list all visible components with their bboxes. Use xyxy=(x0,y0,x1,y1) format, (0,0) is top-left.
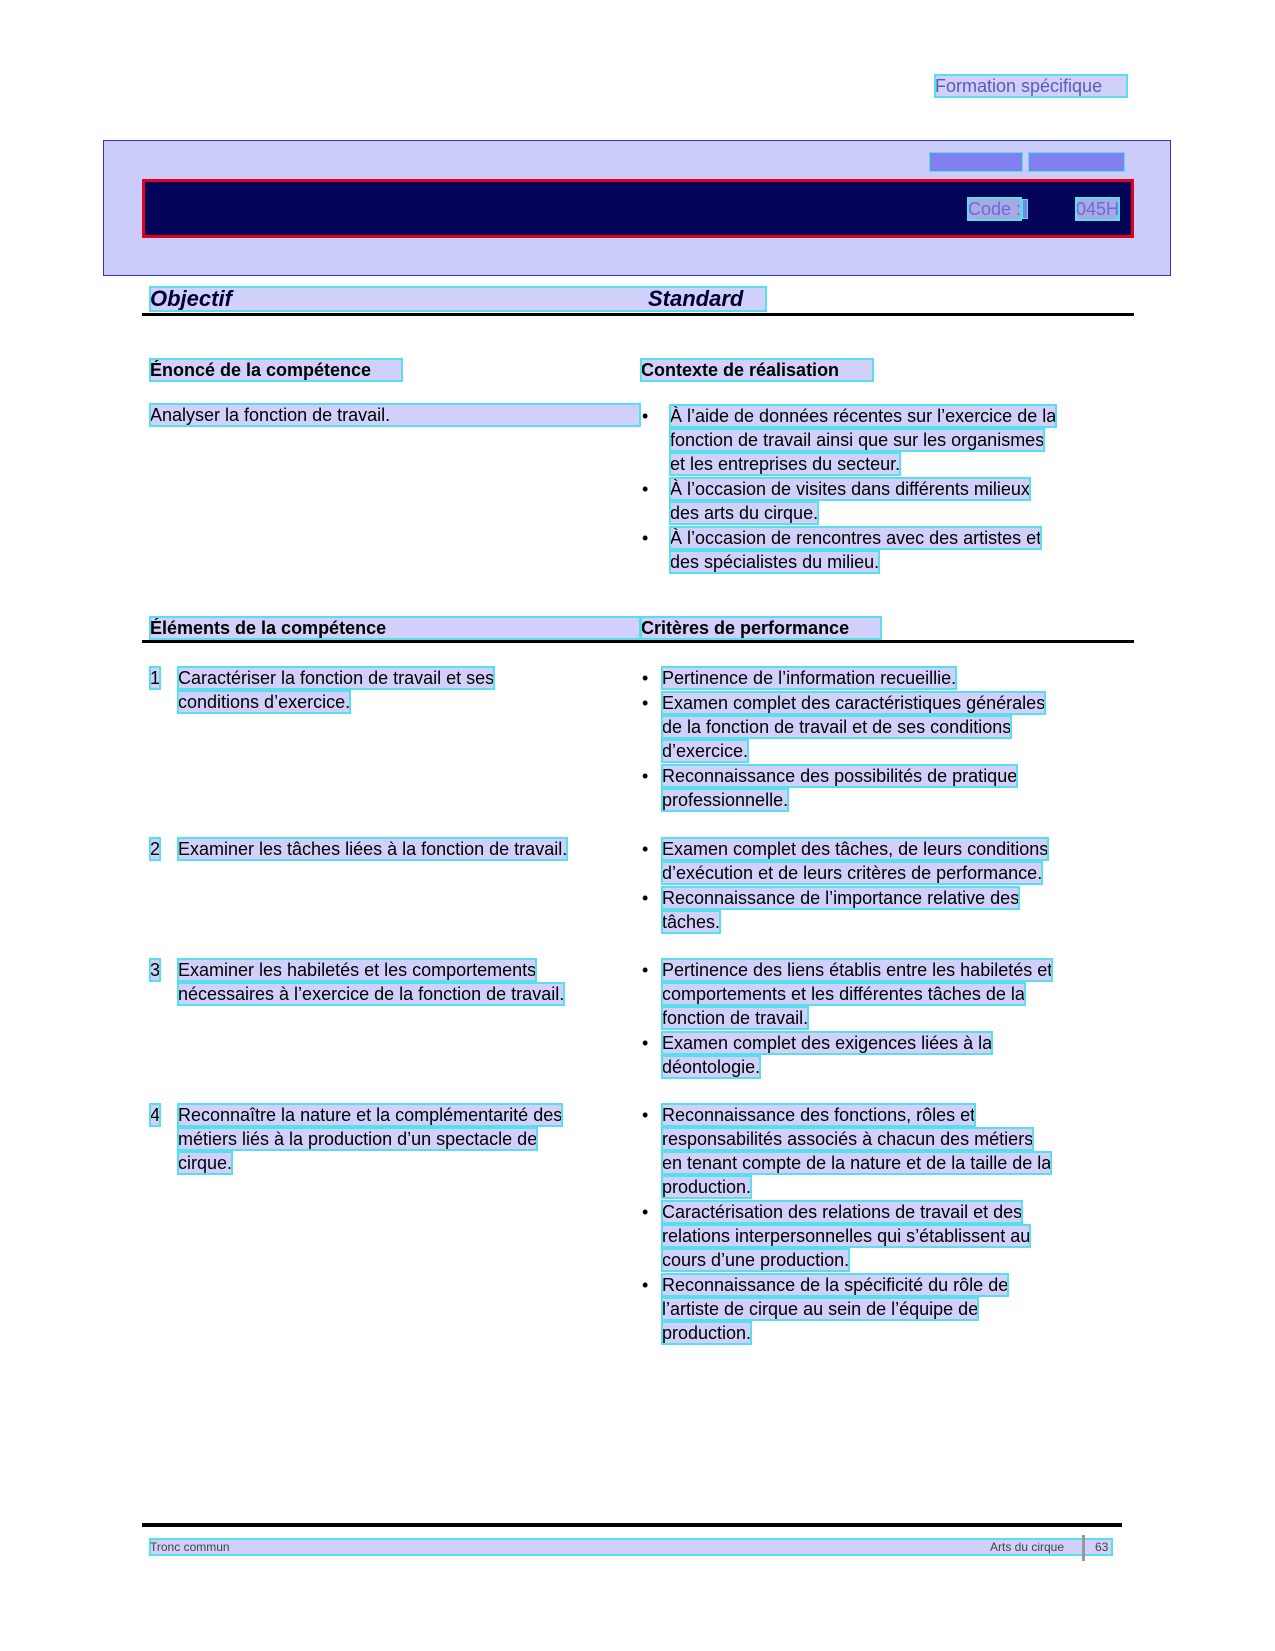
criteria-line: d’exécution et de leurs critères de performance. xyxy=(662,863,1043,883)
criteria-line: fonction de travail. xyxy=(662,1008,809,1028)
element-line: Examiner les habiletés et les comportements xyxy=(178,960,537,980)
criteria-line: comportements et les différentes tâches de la xyxy=(662,984,1025,1004)
criteria-line: Pertinence de l’information recueillie. xyxy=(662,668,957,688)
criteria-line: Examen complet des exigences liées à la xyxy=(662,1033,993,1053)
element-line: conditions d’exercice. xyxy=(178,692,351,712)
criteria-line: responsabilités associés à chacun des métiers xyxy=(662,1129,1034,1149)
criteria-bullet: • xyxy=(642,693,649,713)
elements-rule xyxy=(142,640,1134,643)
element-line: Examiner les tâches liées à la fonction de travail. xyxy=(178,839,568,859)
criteria-line: relations interpersonnelles qui s’établissent au xyxy=(662,1226,1031,1246)
criteria-line: tâches. xyxy=(662,912,721,932)
criteria-line: cours d’une production. xyxy=(662,1250,850,1270)
contexte-line: et les entreprises du secteur. xyxy=(670,454,901,474)
criteria-line: professionnelle. xyxy=(662,790,789,810)
criteria-line: production. xyxy=(662,1177,752,1197)
criteria-line: de la fonction de travail et de ses conditions xyxy=(662,717,1012,737)
criteria-bullet: • xyxy=(642,960,649,980)
contexte-line: des arts du cirque. xyxy=(670,503,819,523)
element-number: 1 xyxy=(150,668,161,688)
criteria-line: Reconnaissance de l’importance relative des xyxy=(662,888,1020,908)
contexte-bullet: • xyxy=(642,479,649,499)
criteria-line: Caractérisation des relations de travail et des xyxy=(662,1202,1023,1222)
code-label: Code : xyxy=(968,199,1022,219)
criteria-bullet: • xyxy=(642,1033,649,1053)
contexte-line: fonction de travail ainsi que sur les organismes xyxy=(670,430,1045,450)
criteria-bullet: • xyxy=(642,766,649,786)
criteria-line: Reconnaissance de la spécificité du rôle de xyxy=(662,1275,1009,1295)
criteria-line: Examen complet des tâches, de leurs conditions xyxy=(662,839,1049,859)
criteria-line: Examen complet des caractéristiques générales xyxy=(662,693,1046,713)
contexte-line: À l’occasion de visites dans différents milieux xyxy=(670,479,1030,499)
element-line: métiers liés à la production d’un spectacle de xyxy=(178,1129,538,1149)
section-rule xyxy=(142,313,1134,316)
criteria-bullet: • xyxy=(642,1202,649,1222)
footer-separator xyxy=(1082,1535,1085,1561)
objectif-label: Objectif xyxy=(150,286,232,311)
footer-right: Arts du cirque xyxy=(990,1540,1065,1554)
criteria-bullet: • xyxy=(642,668,649,688)
banner-box-right xyxy=(1029,153,1124,171)
top-label: Formation spécifique xyxy=(935,75,1127,97)
element-line: cirque. xyxy=(178,1153,233,1173)
criteria-line: Pertinence des liens établis entre les habiletés et xyxy=(662,960,1053,980)
section-header xyxy=(150,287,766,311)
footer-rule xyxy=(142,1523,1122,1527)
criteria-line: Reconnaissance des fonctions, rôles et xyxy=(662,1105,976,1125)
element-number: 2 xyxy=(150,839,161,859)
code-value: 045H xyxy=(1076,199,1120,219)
element-line: nécessaires à l’exercice de la fonction de travail. xyxy=(178,984,565,1004)
standard-label: Standard xyxy=(648,286,744,311)
criteres-header: Critères de performance xyxy=(641,617,881,639)
elements-header: Éléments de la compétence xyxy=(150,617,640,639)
criteria-line: Reconnaissance des possibilités de pratique xyxy=(662,766,1018,786)
criteria-bullet: • xyxy=(642,1105,649,1125)
footer xyxy=(150,1539,1112,1555)
enonce-header: Énoncé de la compétence xyxy=(150,359,402,381)
element-number: 3 xyxy=(150,960,161,980)
criteria-line: production. xyxy=(662,1323,752,1343)
criteria-line: déontologie. xyxy=(662,1057,761,1077)
element-line: Reconnaître la nature et la complémentarité des xyxy=(178,1105,563,1125)
element-line: Caractériser la fonction de travail et ses xyxy=(178,668,495,688)
code-separator xyxy=(1023,200,1027,218)
enonce-text: Analyser la fonction de travail. xyxy=(150,404,640,426)
contexte-header: Contexte de réalisation xyxy=(641,359,873,381)
banner-box-left xyxy=(930,153,1022,171)
criteria-line: l’artiste de cirque au sein de l’équipe de xyxy=(662,1299,979,1319)
contexte-line: À l’occasion de rencontres avec des artistes et xyxy=(670,528,1042,548)
contexte-line: des spécialistes du milieu. xyxy=(670,552,880,572)
banner-boxes xyxy=(930,153,1124,171)
element-number: 4 xyxy=(150,1105,161,1125)
footer-left: Tronc commun xyxy=(150,1540,230,1554)
criteria-line: en tenant compte de la nature et de la taille de la xyxy=(662,1153,1052,1173)
page-number: 63 xyxy=(1095,1540,1109,1554)
contexte-bullet: • xyxy=(642,528,649,548)
criteria-bullet: • xyxy=(642,839,649,859)
criteria-bullet: • xyxy=(642,1275,649,1295)
contexte-bullet: • xyxy=(642,406,649,426)
criteria-bullet: • xyxy=(642,888,649,908)
criteria-line: d’exercice. xyxy=(662,741,749,761)
contexte-line: À l’aide de données récentes sur l’exercice de la xyxy=(670,406,1057,426)
